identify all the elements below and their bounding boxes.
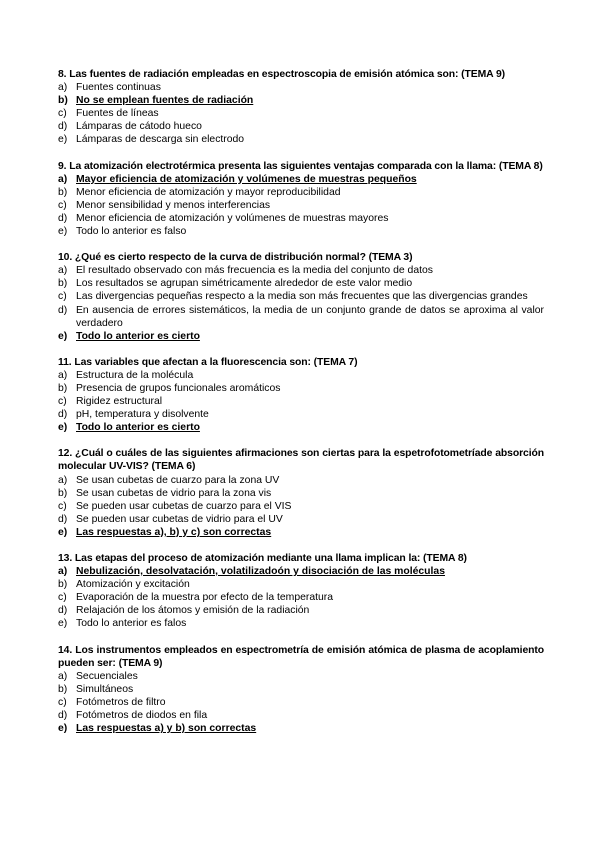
option-b [58, 487, 544, 500]
option-text: Todo lo anterior es falso [76, 226, 187, 238]
option-c [58, 395, 544, 408]
option-letter: c) [58, 396, 67, 408]
question-13 [58, 552, 544, 631]
option-text: Lámparas de descarga sin electrodo [76, 134, 245, 146]
option-c [58, 696, 544, 709]
option-d [58, 120, 544, 133]
option-letter: c) [58, 108, 67, 120]
option-letter: a) [58, 670, 68, 682]
option-letter: c) [58, 696, 67, 708]
question-title: 8. Las fuentes de radiación empleadas en espectroscopia de emisión atómica son: (TEMA 9) [58, 69, 505, 80]
option-d [58, 709, 544, 722]
option-letter: d) [58, 710, 68, 722]
option-text: Se pueden usar cubetas de cuarzo para el VIS [76, 500, 292, 512]
option-text: El resultado observado con más frecuencia es la media del conjunto de datos [76, 265, 433, 277]
option-letter: b) [58, 278, 68, 290]
option-text: Nebulización, desolvatación, volatilizadoón y disociación de las moléculas [76, 566, 445, 578]
option-b [58, 578, 544, 591]
option-letter: a) [58, 369, 68, 381]
option-b [58, 277, 544, 290]
option-letter: d) [58, 304, 68, 316]
option-text: Evaporación de la muestra por efecto de la temperatura [76, 592, 334, 604]
option-letter: d) [58, 121, 68, 133]
option-text: Relajación de los átomos y emisión de la radiación [76, 605, 310, 617]
option-letter: e) [58, 330, 68, 342]
option-text: Fuentes de líneas [76, 108, 159, 120]
option-b [58, 382, 544, 395]
option-letter: b) [58, 487, 68, 499]
option-a [58, 474, 544, 487]
question-10 [58, 251, 544, 343]
option-c [58, 500, 544, 513]
option-letter: b) [58, 186, 68, 198]
option-a [58, 670, 544, 683]
option-text: Fotómetros de filtro [76, 696, 166, 708]
question-title: 9. La atomización electrotérmica presenta las siguientes ventajas comparada con la llama: (TEMA 8) [58, 160, 543, 172]
question-12 [58, 447, 544, 539]
option-text: Secuenciales [76, 670, 138, 682]
option-d [58, 304, 544, 330]
option-text: Las respuestas a), b) y c) son correctas [76, 526, 272, 538]
option-a [58, 369, 544, 382]
option-text: Todo lo anterior es cierto [76, 330, 200, 342]
option-a-correct [58, 173, 544, 186]
option-c [58, 290, 544, 303]
option-letter: e) [58, 526, 68, 538]
option-text: Fotómetros de diodos en fila [76, 710, 208, 722]
question-8 [58, 68, 544, 147]
option-letter: a) [58, 566, 68, 578]
option-e [58, 225, 544, 238]
option-letter: d) [58, 212, 68, 224]
option-letter: b) [58, 683, 68, 695]
option-letter: e) [58, 134, 68, 146]
option-text: Simultáneos [76, 683, 134, 695]
option-text: Todo lo anterior es falos [76, 618, 187, 630]
option-c [58, 199, 544, 212]
option-b [58, 186, 544, 199]
option-letter: b) [58, 382, 68, 394]
option-text: Se usan cubetas de cuarzo para la zona UV [76, 474, 280, 486]
option-b [58, 683, 544, 696]
question-9 [58, 160, 544, 239]
option-d [58, 408, 544, 421]
option-text: Atomización y excitación [76, 579, 190, 591]
option-text: Menor eficiencia de atomización y volúmenes de muestras mayores [76, 212, 389, 224]
option-letter: a) [58, 82, 68, 94]
option-text: Estructura de la molécula [76, 369, 194, 381]
option-text: Menor sensibilidad y menos interferencias [76, 199, 271, 211]
option-d [58, 513, 544, 526]
option-letter: a) [58, 265, 68, 277]
option-letter: d) [58, 409, 68, 421]
option-letter: c) [58, 592, 67, 604]
option-text: Las respuestas a) y b) son correctas [76, 723, 257, 735]
question-title: 12. ¿Cuál o cuáles de las siguientes afirmaciones son ciertas para la espetrofotometríade absorción molecular UV-VIS? (TEMA 6) [58, 448, 544, 473]
option-letter: d) [58, 513, 68, 525]
option-letter: e) [58, 226, 68, 238]
option-letter: a) [58, 474, 68, 486]
option-text: Fuentes continuas [76, 82, 161, 94]
question-title: 11. Las variables que afectan a la fluorescencia son: (TEMA 7) [58, 356, 358, 368]
option-letter: a) [58, 173, 68, 185]
option-a [58, 81, 544, 94]
option-letter: c) [58, 199, 67, 211]
option-e [58, 133, 544, 146]
option-e-correct [58, 330, 544, 343]
option-text: Los resultados se agrupan simétricamente alrededor de este valor medio [76, 278, 413, 290]
option-text: Todo lo anterior es cierto [76, 422, 200, 434]
question-11 [58, 356, 544, 435]
option-text: Se usan cubetas de vidrio para la zona vis [76, 487, 272, 499]
option-e-correct [58, 526, 544, 539]
option-c [58, 591, 544, 604]
question-title: 10. ¿Qué es cierto respecto de la curva de distribución normal? (TEMA 3) [58, 252, 413, 264]
option-text: Mayor eficiencia de atomización y volúmenes de muestras pequeños [76, 173, 417, 185]
question-title: 14. Los instrumentos empleados en espectrometría de emisión atómica de plasma de acoplamiento pueden ser: (TEMA 9) [58, 644, 544, 669]
option-letter: d) [58, 605, 68, 617]
option-letter: e) [58, 723, 68, 735]
option-letter: b) [58, 95, 68, 107]
option-e-correct [58, 722, 544, 735]
option-letter: b) [58, 579, 68, 591]
option-e [58, 617, 544, 630]
option-letter: c) [58, 500, 67, 512]
option-d [58, 604, 544, 617]
option-a [58, 264, 544, 277]
option-text: Las divergencias pequeñas respecto a la media son más frecuentes que las divergencias grandes [76, 291, 528, 303]
option-text: En ausencia de errores sistemáticos, la media de un conjunto grande de datos se aproxima al valor verdadero [76, 304, 544, 329]
option-letter: e) [58, 422, 68, 434]
option-text: Lámparas de cátodo hueco [76, 121, 202, 133]
option-e-correct [58, 421, 544, 434]
option-c [58, 107, 544, 120]
option-a-correct [58, 565, 544, 578]
question-title: 13. Las etapas del proceso de atomización mediante una llama implican la: (TEMA 8) [58, 553, 467, 564]
option-d [58, 212, 544, 225]
option-letter: e) [58, 618, 68, 630]
question-14 [58, 644, 544, 736]
option-text: Menor eficiencia de atomización y mayor reproducibilidad [76, 186, 341, 198]
option-text: Se pueden usar cubetas de vidrio para el UV [76, 513, 283, 525]
option-text: Presencia de grupos funcionales aromáticos [76, 382, 281, 394]
option-letter: c) [58, 291, 67, 303]
option-b-correct [58, 94, 544, 107]
option-text: pH, temperatura y disolvente [76, 409, 209, 421]
option-text: Rigidez estructural [76, 396, 163, 408]
option-text: No se emplean fuentes de radiación [76, 95, 254, 107]
